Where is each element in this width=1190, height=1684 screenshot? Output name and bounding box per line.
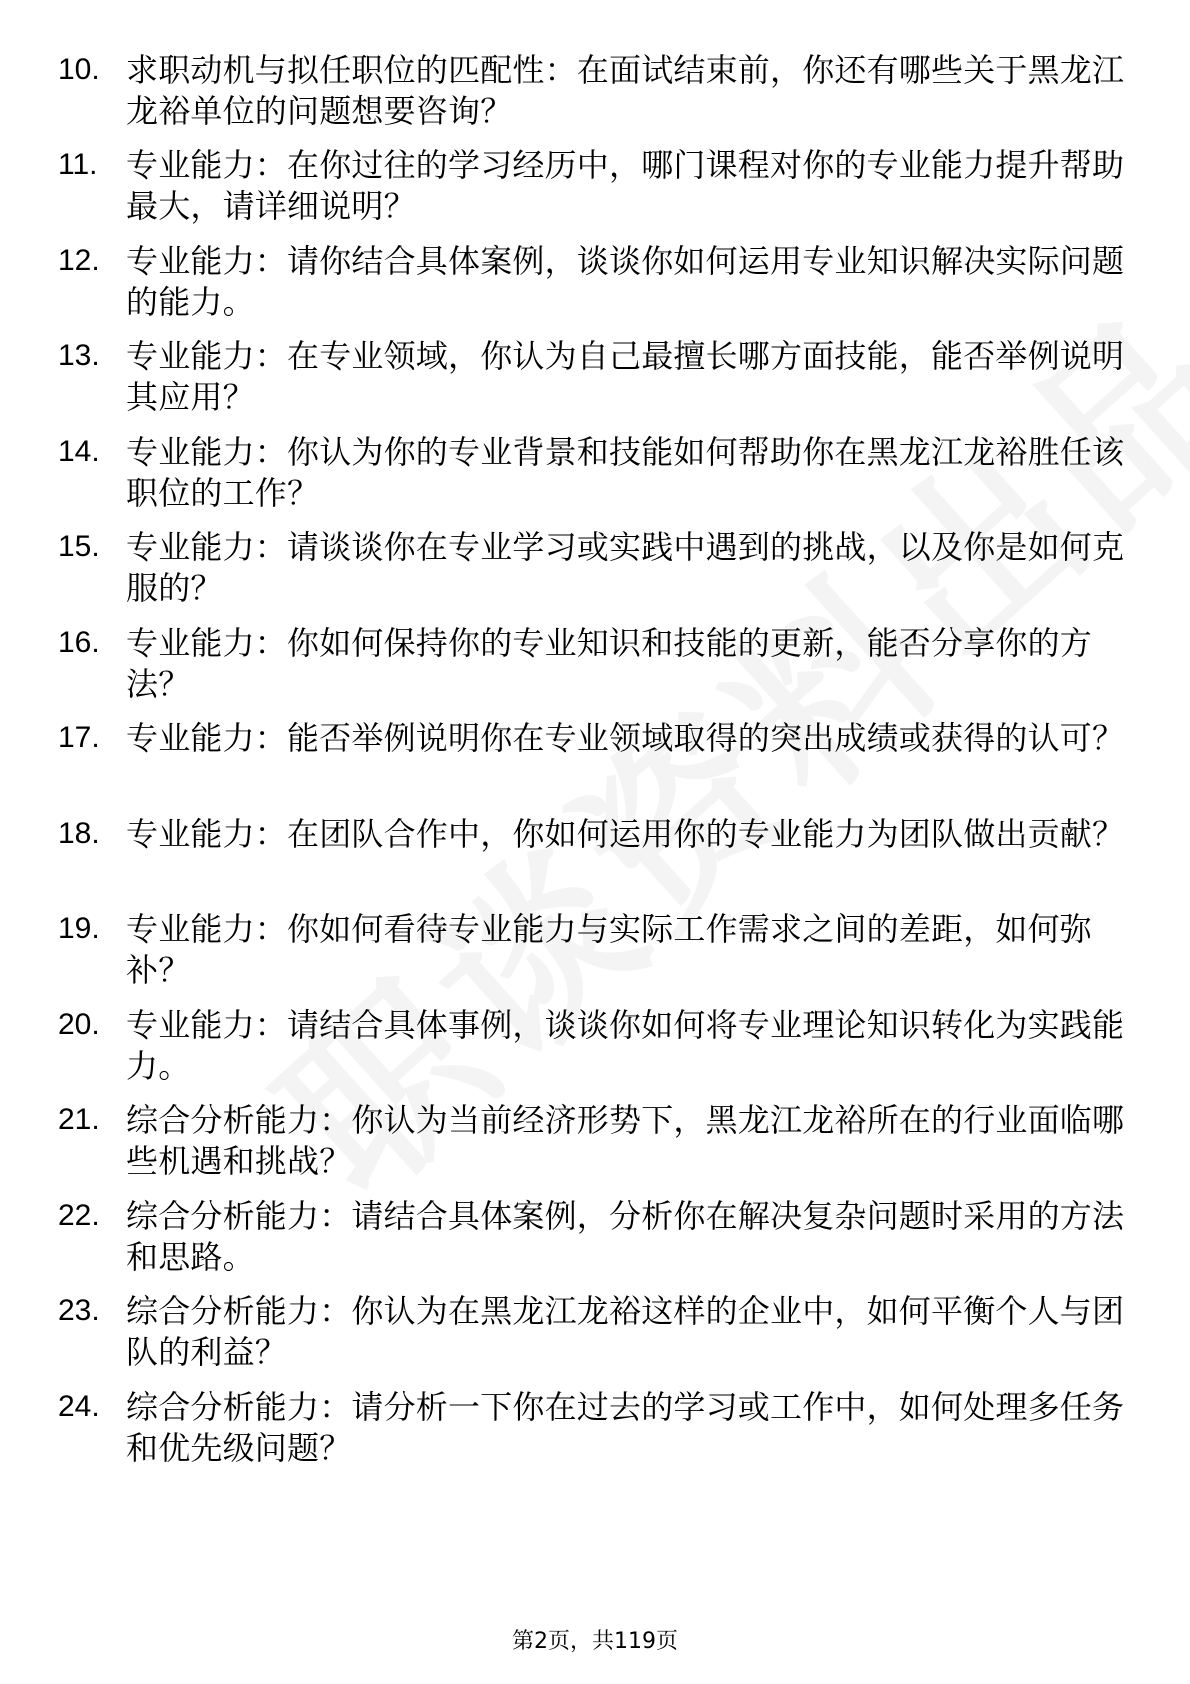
question-number: 20.: [58, 1008, 100, 1041]
question-text: 求职动机与拟任职位的匹配性：在面试结束前，你还有哪些关于黑龙江龙裕单位的问题想要咨询？: [126, 51, 1125, 130]
question-number: 21.: [58, 1103, 100, 1136]
question-text: 综合分析能力：请结合具体案例，分析你在解决复杂问题时采用的方法和思路。: [126, 1197, 1125, 1276]
question-number: 18.: [58, 817, 100, 850]
question-number: 13.: [58, 339, 100, 372]
question-number: 11.: [58, 148, 98, 181]
question-number: 19.: [58, 912, 100, 945]
question-text: 专业能力：你如何看待专业能力与实际工作需求之间的差距，如何弥补？: [126, 910, 1093, 989]
question-text: 专业能力：请你结合具体案例，谈谈你如何运用专业知识解决实际问题的能力。: [126, 242, 1125, 321]
question-text: 专业能力：请谈谈你在专业学习或实践中遇到的挑战，以及你是如何克服的？: [126, 528, 1125, 607]
question-number: 16.: [58, 626, 100, 659]
question-number: 23.: [58, 1294, 100, 1327]
question-text: 专业能力：你认为你的专业背景和技能如何帮助你在黑龙江龙裕胜任该职位的工作？: [126, 433, 1125, 512]
page-number: 第2页，共119页: [512, 1629, 678, 1654]
question-text: 专业能力：在你过往的学习经历中，哪门课程对你的专业能力提升帮助最大，请详细说明？: [126, 146, 1125, 225]
question-text: 综合分析能力：请分析一下你在过去的学习或工作中，如何处理多任务和优先级问题？: [126, 1388, 1125, 1467]
question-text: 综合分析能力：你认为在黑龙江龙裕这样的企业中，如何平衡个人与团队的利益？: [126, 1292, 1125, 1371]
question-number: 14.: [58, 435, 100, 468]
question-number: 24.: [58, 1390, 100, 1423]
question-text: 专业能力：在专业领域，你认为自己最擅长哪方面技能，能否举例说明其应用？: [126, 337, 1125, 416]
question-number: 15.: [58, 530, 100, 563]
question-number: 17.: [58, 721, 100, 754]
question-text: 综合分析能力：你认为当前经济形势下，黑龙江龙裕所在的行业面临哪些机遇和挑战？: [126, 1101, 1125, 1180]
question-text: 专业能力：在团队合作中，你如何运用你的专业能力为团队做出贡献？: [126, 815, 1125, 853]
question-text: 专业能力：能否举例说明你在专业领域取得的突出成绩或获得的认可？: [126, 719, 1125, 757]
question-number: 12.: [58, 244, 100, 277]
question-text: 专业能力：你如何保持你的专业知识和技能的更新，能否分享你的方法？: [126, 624, 1093, 703]
question-number: 22.: [58, 1199, 100, 1232]
question-number: 10.: [58, 53, 100, 86]
question-text: 专业能力：请结合具体事例，谈谈你如何将专业理论知识转化为实践能力。: [126, 1006, 1125, 1085]
